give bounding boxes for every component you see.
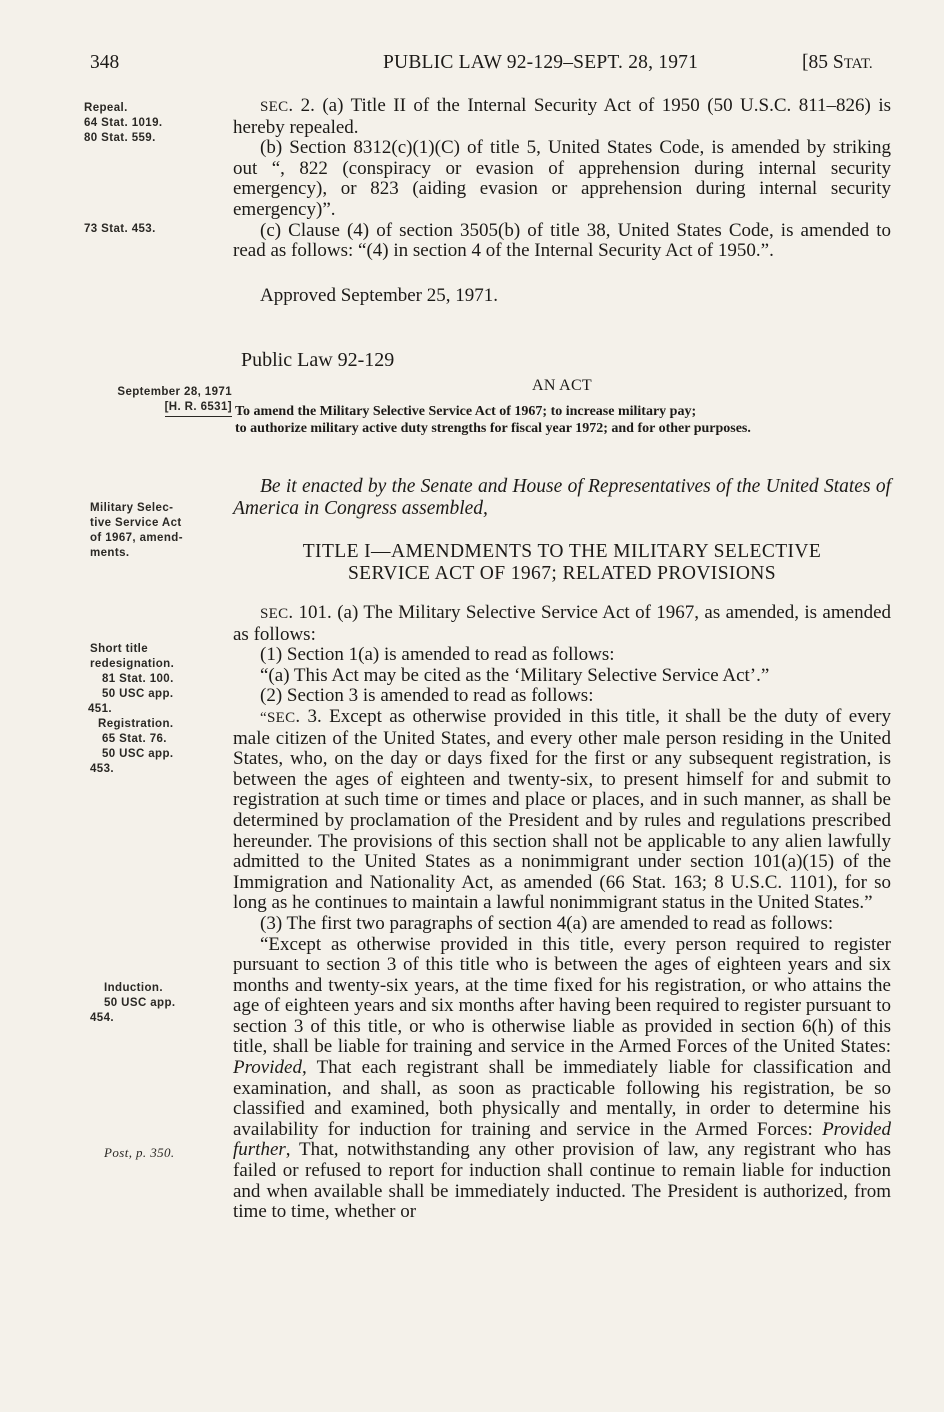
margin-note-registration [90,717,246,777]
sec2-c: (c) Clause (4) of section 3505(b) of title 38, United States Code, is amended to read as follows: “(4) in section 4 of the Internal Security Act of 1950.”. [233,219,891,262]
approved-date: Approved September 25, 1971. [260,285,498,306]
margin-note-date-bill [86,385,232,417]
title-heading [233,541,891,585]
margin-line: ments. [90,547,130,559]
margin-line: 64 Stat. 1019. [84,117,163,129]
sec-prefix: SEC [260,99,289,115]
sec101-a-text: . 101. (a) The Military Selective Service Act of 1967, as amended, is amended as follows: [233,602,891,645]
sec4-part: , That each registrant shall be immediately liable for classification and examination, and shall, as soon as practicable following his registration, be so classified and examined, both physically and mentally, in order to determine his availability for induction for training and service in the Armed Forces: [233,1057,891,1140]
amendment-item-2: (2) Section 3 is amended to read as follows: [260,685,594,707]
margin-line: 50 USC app. [102,748,174,760]
sec2-a-text: . 2. (a) Title II of the Internal Security Act of 1950 (50 U.S.C. 811–826) is hereby repealed. [233,95,891,138]
margin-line: redesignation. [90,658,175,670]
enacting-clause [233,476,891,520]
sec-prefix: SEC [260,606,289,622]
margin-line: 50 USC app. [104,997,176,1009]
enacting-text: Be it enacted by the Senate and House of Representatives of the United States of America in Congress assembled, [233,476,891,519]
margin-note-repeal [84,101,232,146]
margin-line: Repeal. [84,102,128,114]
sec3-body: . 3. Except as otherwise provided in this title, it shall be the duty of every male citizen of the United States, and every other male person residing in the United States, who, on the day or days fixed for the first or any subsequent registration, is between the ages of eighteen and twenty-six, to present himself for and submit to registration at such time or times and place or places, and in such manner, as shall be determined by proclamation of the President and by rules and regulations prescribed hereunder. The provisions of this section shall not be applicable to any alien lawfully admitted to the United States as a nonimmigrant under section 101(a)(15) of the Immigration and Nationality Act, as amended (66 Stat. 163; 8 U.S.C. 1101), for so long as he continues to maintain a lawful nonimmigrant status in the United States.” [233,705,891,914]
amendment-quote-1: “(a) This Act may be cited as the ‘Military Selective Service Act’.” [260,664,770,686]
amendment-item-1: (1) Section 1(a) is amended to read as follows: [260,644,615,666]
margin-note-73-stat [84,222,232,237]
margin-line: Post, p. 350. [104,1145,175,1160]
margin-note-induction [90,981,252,1026]
amendment-item-3: (3) The first two paragraphs of section 4(a) are amended to read as follows: [260,912,834,934]
page-number: 348 [90,52,120,73]
sec2-a [233,96,891,138]
provided-proviso: Provided [233,1057,302,1079]
title-heading-line: SERVICE ACT OF 1967; RELATED PROVISIONS [347,563,777,584]
section-2 [233,96,891,262]
sec101-a [233,603,891,645]
running-header [0,52,944,82]
section-101 [233,603,891,1223]
an-act-heading: AN ACT [531,377,593,394]
margin-line: Military Selec- [90,502,174,514]
section-4a-text [233,935,891,1223]
enactment-date: September 28, 1971 [117,386,232,398]
statute-suffix: TAT. [843,56,873,72]
page-title: PUBLIC LAW 92-129–SEPT. 28, 1971 [383,52,699,73]
margin-line: Induction. [104,982,163,994]
title-heading-line: TITLE I—AMENDMENTS TO THE MILITARY SELECTIVE [302,541,822,562]
long-title-line: to authorize military active duty strengths for fiscal year 1972; and for other purposes. [235,421,751,436]
sec2-b: (b) Section 8312(c)(1)(C) of title 5, United States Code, is amended by striking out “, 822 (conspiracy or evasion of apprehension during internal security emergency), or 823 (aiding evasion or apprehension during internal security emergency)”. [233,137,891,220]
approval-line [233,286,891,307]
margin-line: tive Service Act [90,517,182,529]
section-3-text [233,707,891,914]
sec4-part: , That, notwithstanding any other provision of law, any registrant who has failed or refused to report for induction shall continue to remain liable for induction and when available shall be immediately inducted. The President is authorized, from time to time, whether or [233,1139,891,1223]
margin-line: 80 Stat. 559. [84,132,156,144]
statute-volume [802,52,873,74]
margin-line: 453. [90,763,114,775]
margin-line: 454. [90,1012,114,1024]
margin-line: 73 Stat. 453. [84,223,156,235]
margin-note-msa [90,501,238,561]
long-title-line: To amend the Military Selective Service Act of 1967; to increase military pay; [235,404,697,419]
margin-line: 451. [88,703,112,715]
margin-note-post [104,1145,252,1160]
margin-line: Short title [90,643,149,655]
long-title [233,403,891,437]
public-law-number: Public Law 92-129 [241,349,395,371]
margin-line: 50 USC app. [102,688,174,700]
provided-further-proviso: Provided further [233,1118,892,1161]
margin-line: of 1967, amend- [90,532,183,544]
margin-line: 65 Stat. 76. [102,733,167,745]
margin-note-short-title [90,642,238,717]
sec4-part: “Except as otherwise provided in this title, every person required to register pursuant to section 3 of this title who is between the ages of eighteen years and six months and twenty-six years, at the time fixed for his registration, or who attains the age of eighteen years and six months after having been required to register pursuant to section 3 of this title, or who is otherwise liable as provided in section 6(h) of this title, shall be liable for training and service in the Armed Forces of the United States: [233,933,891,1058]
margin-line: Registration. [98,718,174,730]
statute-prefix: [85 S [802,52,844,73]
bill-number: [H. R. 6531] [165,400,232,417]
margin-line: 81 Stat. 100. [102,673,174,685]
sec-prefix: “SEC [260,709,296,726]
